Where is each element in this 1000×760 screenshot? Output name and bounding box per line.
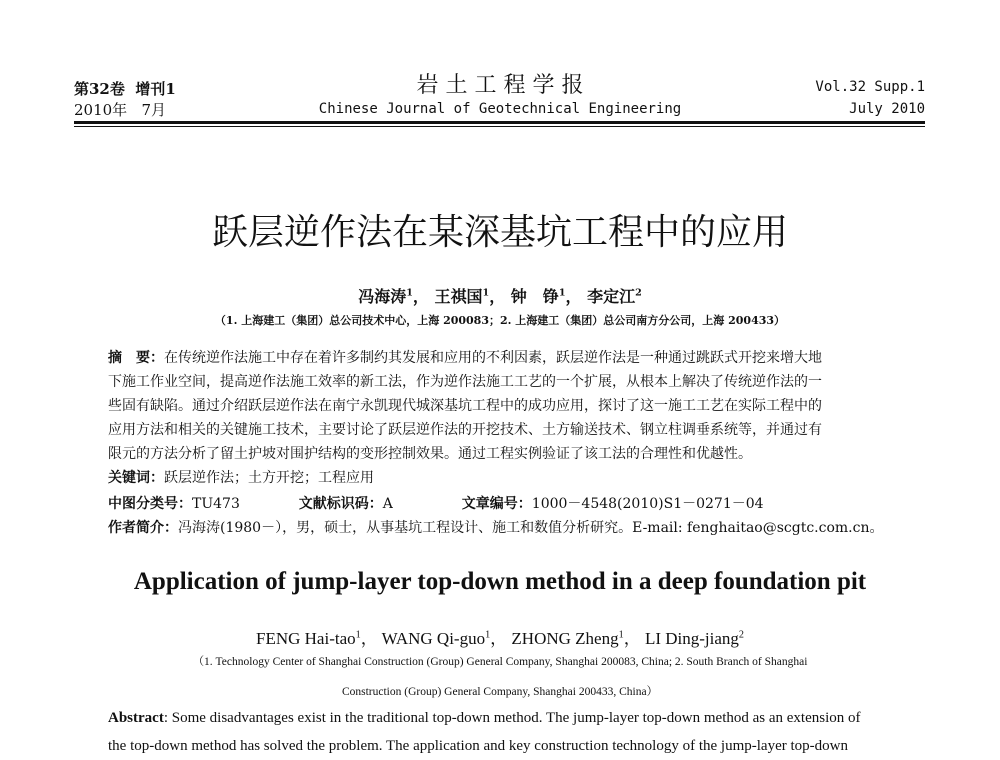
keywords-label: 关键词： — [108, 470, 164, 486]
affiliation-en-line: （1. Technology Center of Shanghai Construction (Group) General Company, Shanghai 200083, China; 2. South Branch of Shanghai — [192, 656, 808, 668]
author-cn: 李定江 — [587, 287, 636, 306]
abstract-label-en: Abstract — [108, 710, 164, 726]
author-aff-mark: 2 — [738, 629, 744, 641]
keywords-cn — [108, 466, 374, 490]
doc-code-label: 文献标识码： — [298, 496, 383, 512]
abstract-line-cn: 些固有缺陷。通过介绍跃层逆作法在南宁永凯现代城深基坑工程中的成功应用，探讨了这一施工工艺在实际工程中的 — [108, 398, 822, 414]
affiliation-en-line: Construction (Group) General Company, Shanghai 200433, China） — [341, 686, 659, 698]
author-cn: 王祺国 — [434, 287, 483, 306]
header-rule-thin — [74, 126, 925, 127]
affiliation-cn: （1. 上海建工（集团）总公司技术中心，上海 200083；2. 上海建工（集团）总公司南方分公司，上海 200433） — [214, 314, 786, 327]
author-en: ZHONG Zheng — [511, 629, 619, 648]
author-list-cn: 冯海涛$^1$， 王祺国$^1$， 钟 铮$^1$， 李定江$^2$ — [358, 287, 642, 306]
keywords-text: 跃层逆作法；土方开挖；工程应用 — [164, 470, 374, 486]
author-bio-text: 冯海涛(1980－），男，硕士，从事基坑工程设计、施工和数值分析研究。E-mail: fenghaitao@scgtc.com.cn。 — [178, 520, 884, 536]
clc-label: 中图分类号： — [108, 496, 192, 512]
doc-code-value: A — [382, 496, 393, 512]
article-no-label: 文章编号： — [461, 496, 532, 512]
author-aff-mark: 1 — [406, 287, 413, 299]
abstract-line-en: the top-down method has solved the problem. The application and key construction technology of the jump-layer top-down — [108, 738, 848, 754]
article-no-value: 1000－4548(2010)S1－0271－04 — [531, 496, 764, 512]
author-en: LI Ding-jiang — [644, 629, 739, 648]
author-en: WANG Qi-guo — [381, 629, 486, 648]
author-aff-mark: 1 — [482, 287, 490, 299]
header-date-en: July 2010 — [849, 101, 925, 117]
abstract-line-cn: 应用方法和相关的关键施工技术，主要讨论了跃层逆作法的开挖技术、土方输送技术、钢立柱调垂系统等，并通过有 — [108, 422, 822, 438]
author-bio — [108, 516, 884, 540]
author-cn: 钟 铮 — [510, 287, 559, 306]
paper-title-en: Application of jump-layer top-down method in a deep foundation pit — [133, 568, 867, 595]
author-aff-mark: 1 — [485, 629, 491, 641]
abstract-line-cn: 限元的方法分析了留土护坡对围护结构的变形控制效果。通过工程实例验证了该工法的合理性和优越性。 — [108, 446, 752, 462]
author-aff-mark: 1 — [558, 287, 566, 299]
author-aff-mark: 1 — [355, 629, 361, 641]
abstract-line-cn: 下施工作业空间，提高逆作法施工效率的新工法，作为逆作法施工工艺的一个扩展，从根本上解决了传统逆作法的一 — [108, 374, 822, 390]
abstract-en — [108, 704, 861, 760]
abstract-line-cn: 在传统逆作法施工中存在着许多制约其发展和应用的不利因素，跃层逆作法是一种通过跳跃式开挖来增大地 — [164, 350, 822, 366]
journal-title-cn: 岩 土 工 程 学 报 — [416, 73, 584, 98]
author-cn: 冯海涛 — [358, 287, 407, 306]
author-bio-label: 作者简介： — [108, 520, 178, 536]
abstract-cn — [108, 346, 898, 466]
author-list-en: FENG Hai-tao$^1$， WANG Qi-guo$^1$， ZHONG Zheng$^1$， LI Ding-jiang$^2$ — [256, 629, 744, 648]
header-rule-thick — [74, 121, 925, 124]
journal-title-en: Chinese Journal of Geotechnical Engineering — [318, 101, 682, 117]
abstract-label-cn: 摘 要： — [108, 350, 164, 366]
author-aff-mark: 1 — [618, 629, 624, 641]
clc-value: TU473 — [192, 496, 240, 512]
header-volume-cn: 第32卷 增刊1 — [74, 80, 176, 98]
header-date-cn: 2010年 7月 — [74, 101, 167, 119]
header-volume-en: Vol.32 Supp.1 — [815, 79, 925, 95]
abstract-line-en: : Some disadvantages exist in the traditional top-down method. The jump-layer top-down method as an extension of — [163, 710, 861, 726]
classification-line — [108, 492, 764, 516]
author-aff-mark: 2 — [635, 287, 642, 299]
author-en: FENG Hai-tao — [256, 629, 356, 648]
paper-title-cn: 跃层逆作法在某深基坑工程中的应用 — [211, 212, 788, 253]
